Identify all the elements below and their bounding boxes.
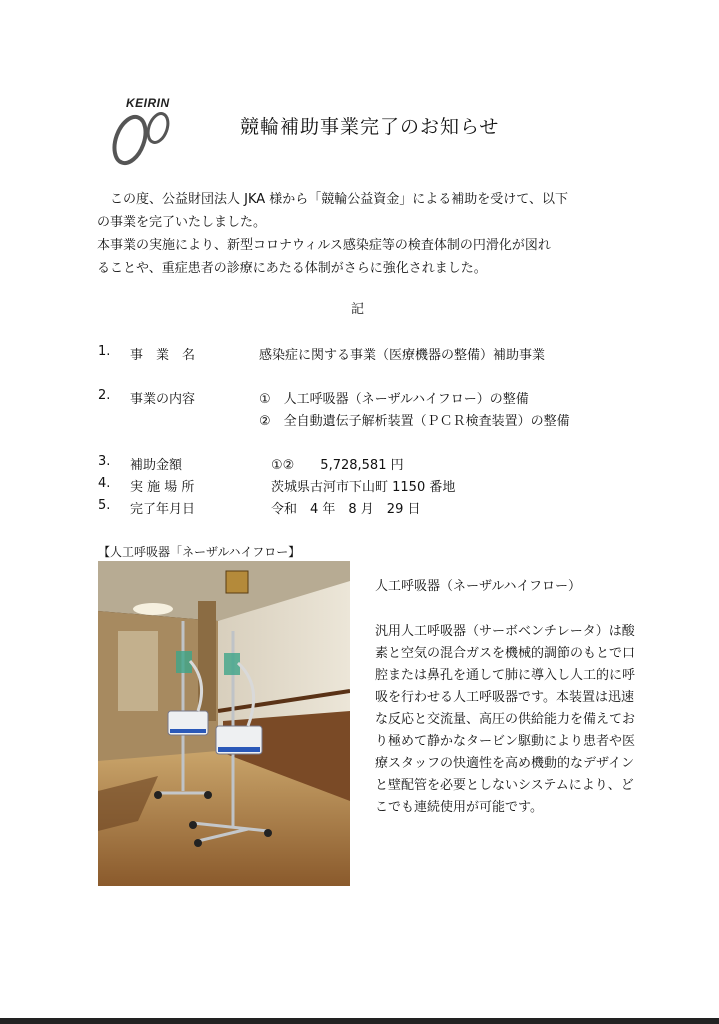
ventilator-photo [98, 561, 350, 886]
description-line: と壁配管を必要としないシステムにより、ど [375, 778, 634, 793]
item-value: 感染症に関する事業（医療機器の整備）補助事業 [259, 348, 546, 363]
intro-line: の事業を完了いたしました。 [97, 215, 267, 230]
keirin-logo [104, 94, 188, 166]
item-label: 事 業 名 [130, 348, 196, 363]
description-line: り極めて静かなタービン駆動により患者や医 [375, 734, 636, 749]
item-number: 5. [98, 498, 111, 513]
intro-line: 本事業の実施により、新型コロナウィルス感染症等の検査体制の円滑化が図れ [97, 238, 551, 253]
item-value: 茨城県古河市下山町 1150 番地 [271, 480, 456, 495]
logo-text: KEIRIN [126, 96, 170, 110]
item-number: 3. [98, 454, 111, 469]
intro-paragraph [97, 188, 637, 280]
description-line: な反応と交流量、高圧の供給能力を備えてお [375, 712, 636, 727]
item-number: 1. [98, 344, 111, 359]
description-line: 汎用人工呼吸器（サーボベンチレータ）は酸 [375, 624, 635, 639]
item-label: 事業の内容 [130, 392, 196, 407]
photo-caption: 【人工呼吸器「ネーザルハイフロー】 [98, 545, 301, 559]
intro-line: ることや、重症患者の診療にあたる体制がさらに強化されました。 [97, 261, 487, 276]
item-label: 実 施 場 所 [130, 480, 195, 495]
page-title: 競輪補助事業完了のお知らせ [240, 116, 500, 138]
description-title: 人工呼吸器（ネーザルハイフロー） [375, 579, 582, 594]
description-body [375, 621, 675, 819]
item-value: ① 人工呼吸器（ネーザルハイフロー）の整備 [259, 392, 529, 407]
description-line: 腔または鼻孔を通して肺に導入し人工的に呼 [375, 668, 636, 683]
ki-heading: 記 [351, 302, 365, 317]
description-line: こでも連続使用が可能です。 [375, 800, 543, 815]
page-bottom-border [0, 1018, 719, 1024]
item-number: 4. [98, 476, 111, 491]
item-label: 完了年月日 [130, 502, 196, 517]
keirin-rings-icon [104, 104, 188, 166]
item-value: ② 全自動遺伝子解析装置（ＰＣＲ検査装置）の整備 [259, 414, 570, 429]
item-value: 令和 4 年 8 月 29 日 [271, 502, 421, 517]
description-line: 吸を行わせる人工呼吸器です。本装置は迅速 [375, 690, 634, 705]
item-value: ①② 5,728,581 円 [271, 458, 404, 473]
item-label: 補助金額 [130, 458, 183, 473]
description-line: 療スタッフの快適性を高め機動的なデザイン [375, 756, 635, 771]
intro-line: この度、公益財団法人 JKA 様から「競輪公益資金」による補助を受けて、以下 [97, 192, 569, 207]
item-number: 2. [98, 388, 111, 403]
description-line: 素と空気の混合ガスを機械的調節のもとで口 [375, 646, 636, 661]
